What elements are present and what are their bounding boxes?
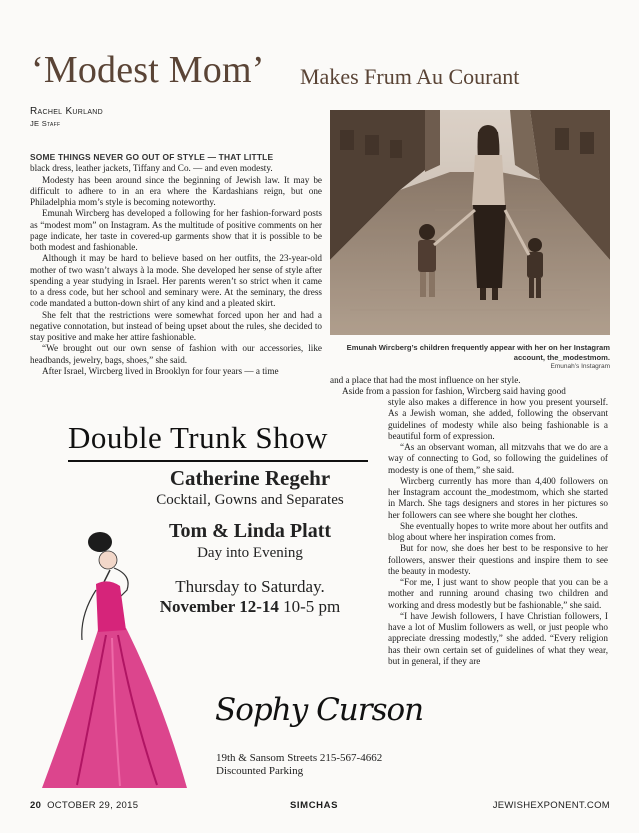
- article-column-right: [388, 397, 608, 667]
- article-column-left: [30, 152, 322, 377]
- section-name: SIMCHAS: [290, 800, 339, 811]
- ad-dates: [130, 597, 370, 617]
- article-paragraph: and a place that had the most influence on her style.: [330, 375, 521, 385]
- ad-dates-bold: November 12-14: [159, 597, 279, 616]
- article-paragraph: But for now, she does her best to be responsive to her followers, answer their questions and inspire them to see the beauty in modesty.: [388, 543, 608, 576]
- page-number: 20: [30, 800, 42, 811]
- article-paragraph: After Israel, Wircberg lived in Brooklyn for four years — a time: [42, 365, 279, 376]
- store-logo: Sophy Curson: [215, 692, 424, 728]
- photo-credit: Emunah’s Instagram: [550, 363, 610, 370]
- footer-left: [30, 800, 138, 811]
- ad-divider: [68, 460, 368, 462]
- article-column-right-top: [330, 375, 608, 398]
- ad-designer-1-line: Cocktail, Gowns and Separates: [156, 492, 344, 508]
- site-url: JEWISHEXPONENT.COM: [492, 800, 610, 811]
- article-paragraph: “As an observant woman, all mitzvahs that we do are a way of connecting to God, so following the guidelines of modesty is one of them,” she said.: [388, 442, 608, 475]
- article-paragraph: “We brought out our own sense of fashion with our accessories, like headbands, jewelry, bags, shoes,” she said.: [30, 343, 322, 365]
- article-paragraph: “For me, I just want to show people that you can be a mother and running around chasing two children and working and dress modestly but be fashionable,” she said.: [388, 577, 608, 610]
- article-paragraph: Modesty has been around since the beginning of Jewish law. It may be difficult to adhere to in an era where the Kardashians reign, but one Philadelphia mom’s style is becoming noteworthy.: [30, 174, 322, 207]
- article-paragraph: “I have Jewish followers, I have Christian followers, I have a lot of Muslim followers as well, or just people who appreciate dressing modestly,” she added. “Every religion has their own certain set of guidelines of what they wear, but in general, if they are: [388, 610, 608, 666]
- article-lead: SOME THINGS NEVER GO OUT OF STYLE — THAT LITTLE: [30, 152, 274, 162]
- ad-title: Double Trunk Show: [68, 420, 328, 455]
- article-paragraph: SOME THINGS NEVER GO OUT OF STYLE — THAT LITTLE black dress, leather jackets, Tiffany and Co. — and even modesty.: [30, 152, 274, 174]
- ad-designer-1: Catherine Regehr: [169, 466, 331, 490]
- article-photo: [330, 110, 610, 335]
- ad-hours: 10-5 pm: [283, 597, 341, 616]
- ad-address-block: [216, 752, 382, 778]
- article-paragraph: She felt that the restrictions were somewhat forced upon her and had a negative connotation, but instead of being upset about the rules, she decided to stay positive and make her attire fashionable.: [30, 309, 322, 342]
- street-photo-illustration: [330, 110, 610, 335]
- ad-designer-2-line: Day into Evening: [197, 545, 303, 561]
- issue-date: OCTOBER 29, 2015: [47, 800, 139, 811]
- ad-parking: Discounted Parking: [216, 765, 304, 777]
- headline-sub: Makes Frum Au Courant: [300, 64, 520, 89]
- ad-address: 19th & Sansom Streets 215-567-4662: [216, 752, 383, 764]
- article-paragraph: She eventually hopes to write more about her outfits and blog about where her inspiration comes from.: [388, 520, 608, 542]
- byline-org: JE Staff: [30, 119, 61, 128]
- photo-caption: Emunah Wircberg’s children frequently appear with her on her Instagram account, the_modestmom.: [346, 343, 610, 362]
- article-paragraph: style also makes a difference in how you present yourself. As a Jewish woman, she added, following the observant guidelines of modesty while also being fashionable is a beautiful form of expression.: [388, 397, 608, 441]
- article-paragraph: Aside from a passion for fashion, Wircberg said having good: [342, 386, 566, 397]
- ad-days: Thursday to Saturday.: [175, 577, 325, 596]
- article-paragraph: Wircberg currently has more than 4,400 followers on her Instagram account the_modestmom, which she started in March. She tags designers and stores in her pictures so her followers can see where she bought her clothes.: [388, 475, 608, 520]
- headline-main: ‘Modest Mom’: [31, 49, 265, 91]
- article-paragraph: Although it may be hard to believe based on her outfits, the 23-year-old mother of two wasn’t always à la mode. She developed her sense of style after spending a year studying in Israel. Her parents weren’t so strict when it came to a dress code, but her school and seminary were. At the seminary, the dress code mandated a button-down shirt of any kind and a pleated skirt.: [30, 253, 322, 309]
- ad-designer-2: Tom & Linda Platt: [168, 520, 332, 542]
- article-paragraph: Emunah Wircberg has developed a following for her fashion-forward posts as “modest mom” on Instagram. As the multitude of positive comments on her page indicate, her taste in covered-up garments show that it is possible to be both modest and fashionable.: [30, 208, 322, 252]
- byline-author: Rachel Kurland: [30, 106, 103, 117]
